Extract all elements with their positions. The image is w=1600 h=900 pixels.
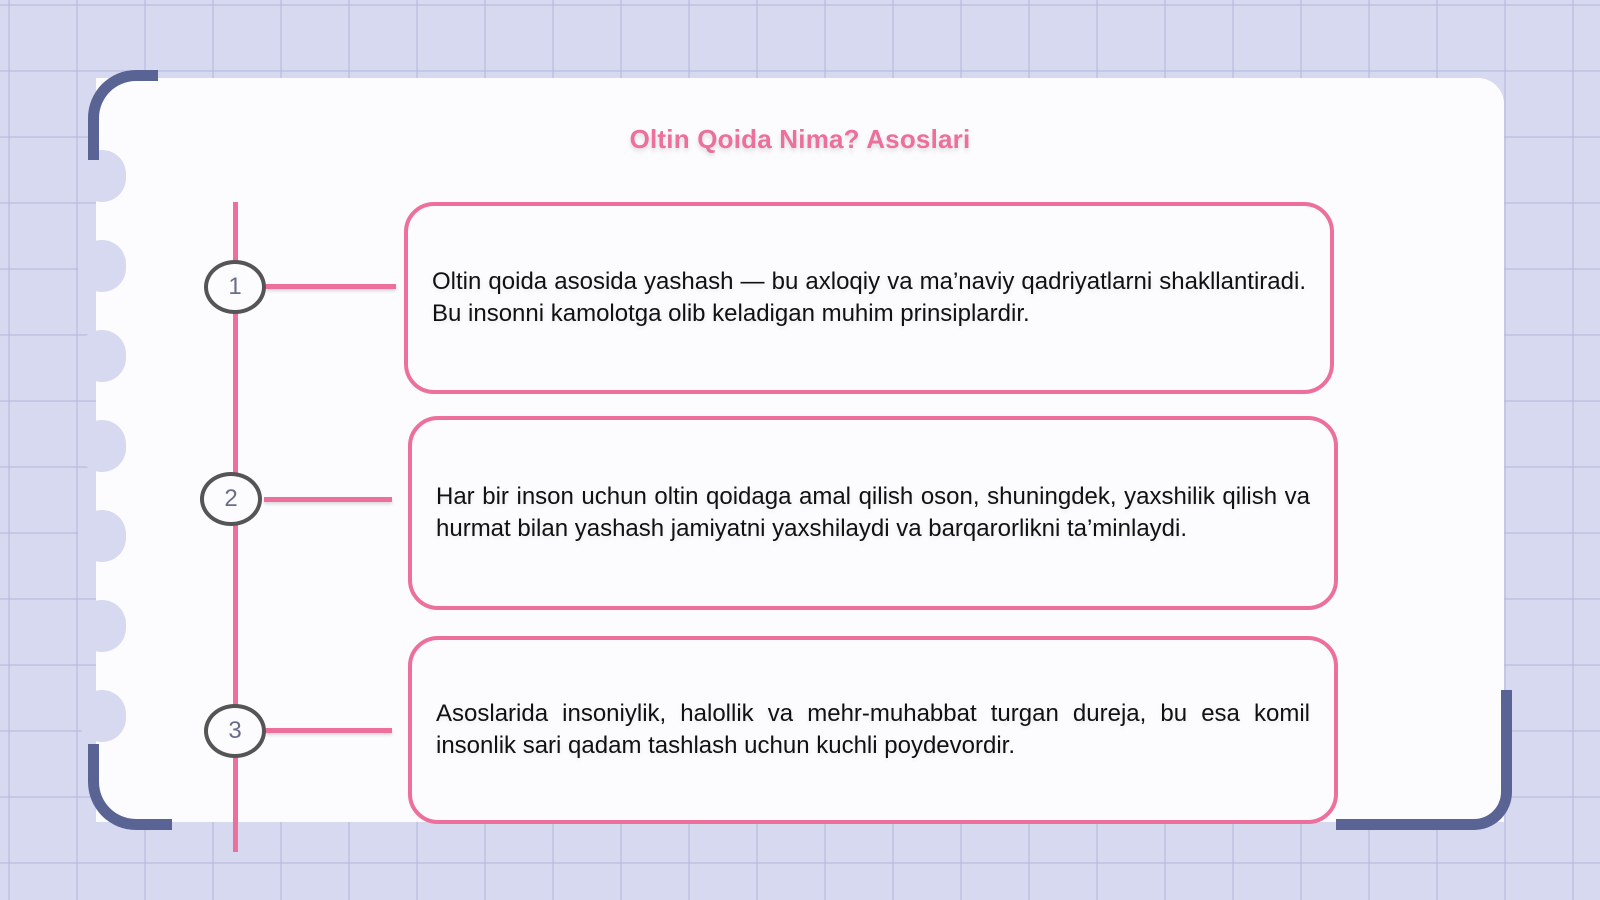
timeline-node-3 [204, 704, 266, 758]
timeline-connector [264, 497, 392, 502]
step-number: 2 [224, 485, 238, 512]
timeline-connector [266, 284, 396, 289]
paper-scallop [78, 420, 126, 472]
corner-bracket-bottom-right [1336, 690, 1512, 830]
timeline-card-1 [404, 202, 1334, 394]
paper-scallop [78, 240, 126, 292]
slide-title: Oltin Qoida Nima? Asoslari [629, 124, 971, 154]
timeline-node-2 [200, 472, 262, 526]
paper-scallop [78, 600, 126, 652]
timeline-card-2 [408, 416, 1338, 610]
step-number: 1 [228, 273, 242, 300]
step-number: 3 [228, 717, 242, 744]
card-text: Asoslarida insoniylik, halollik va mehr-muhabbat turgan dureja, bu esa komil insonlik sari qadam tashlash uchun kuchli poydevordir. [436, 700, 1310, 759]
timeline-connector [266, 728, 392, 733]
card-text: Oltin qoida asosida yashash — bu axloqiy va ma’naviy qadriyatlarni shakllantiradi. Bu insonni kamolotga olib keladigan muhim prinsiplardir. [432, 268, 1306, 327]
timeline-node-1 [204, 260, 266, 314]
card-text: Har bir inson uchun oltin qoidaga amal qilish oson, shuningdek, yaxshilik qilish va hurmat bilan yashash jamiyatni yaxshilaydi va barqarorlikni ta’minlaydi. [436, 483, 1310, 542]
paper-scallop [78, 510, 126, 562]
timeline-card-3 [408, 636, 1338, 824]
paper-scallop [78, 330, 126, 382]
paper-scallop [78, 690, 126, 742]
